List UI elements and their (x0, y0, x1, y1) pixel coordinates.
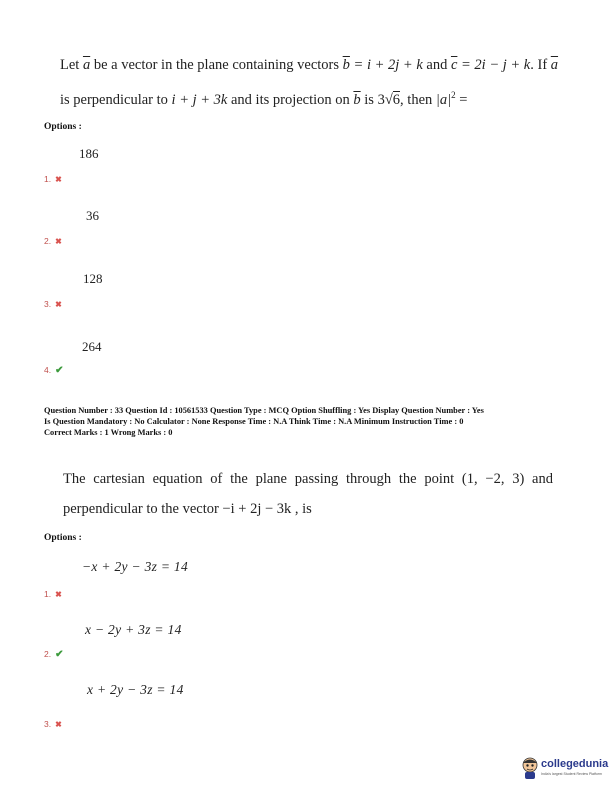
question-metadata (44, 405, 484, 438)
cross-icon: ✖ (55, 175, 62, 184)
option-2-value: 36 (86, 208, 99, 223)
check-icon: ✔ (55, 649, 64, 660)
option-4-value: 264 (82, 339, 102, 354)
meta-line-2: Is Question Mandatory : No Calculator : None Response Time : N.A Think Time : N.A Minimum Instruction Time : 0 (44, 417, 464, 426)
question-1-line-2: is perpendicular to i + j + 3k and its projection on $\overline{b}$ is 3√6, then $|a|^2$ = (60, 90, 468, 108)
q2-option-2-value: x − 2y + 3z = 14 (85, 622, 182, 637)
question-2-line-1: The cartesian equation of the plane passing through the point (1, −2, 3) and (63, 471, 553, 487)
question-1-line-1: Let $\overline{a}$ be a vector in the plane containing vectors $\overline{b} = i + 2j + k$ and $\overline{c} = 2i - j + k$. If $\overline{a}$ (60, 57, 559, 73)
logo-tagline: India's largest Student Review Platform (541, 772, 602, 776)
option-1-value: 186 (79, 146, 99, 161)
meta-line-3: Correct Marks : 1 Wrong Marks : 0 (44, 428, 173, 437)
option-2-marker[interactable]: 2. ✖ (44, 236, 62, 246)
mascot-icon (520, 756, 540, 780)
q2-option-1-marker[interactable]: 1. ✖ (44, 589, 62, 599)
collegedunia-logo[interactable] (520, 754, 608, 782)
cross-icon: ✖ (55, 237, 62, 246)
options-label-q1: Options : (44, 122, 82, 132)
cross-icon: ✖ (55, 590, 62, 599)
question-1-text (60, 50, 570, 115)
option-3-marker[interactable]: 3. ✖ (44, 299, 62, 309)
q2-option-3-value: x + 2y − 3z = 14 (87, 682, 184, 697)
check-icon: ✔ (55, 365, 64, 376)
cross-icon: ✖ (55, 300, 62, 309)
options-label-q2: Options : (44, 533, 82, 543)
option-3-value: 128 (83, 271, 103, 286)
option-4-marker[interactable]: 4. ✔ (44, 365, 64, 376)
q2-option-2-marker[interactable]: 2. ✔ (44, 649, 64, 660)
question-2-line-2: perpendicular to the vector −i + 2j − 3k , is (63, 501, 312, 517)
question-2-text (63, 464, 553, 524)
option-1-marker[interactable]: 1. ✖ (44, 174, 62, 184)
cross-icon: ✖ (55, 720, 62, 729)
meta-line-1: Question Number : 33 Question Id : 10561533 Question Type : MCQ Option Shuffling : Yes Display Question Number : Yes (44, 406, 484, 415)
q2-option-1-value: −x + 2y − 3z = 14 (82, 559, 189, 574)
q2-option-3-marker[interactable]: 3. ✖ (44, 719, 62, 729)
logo-name: collegedunia (541, 758, 609, 770)
